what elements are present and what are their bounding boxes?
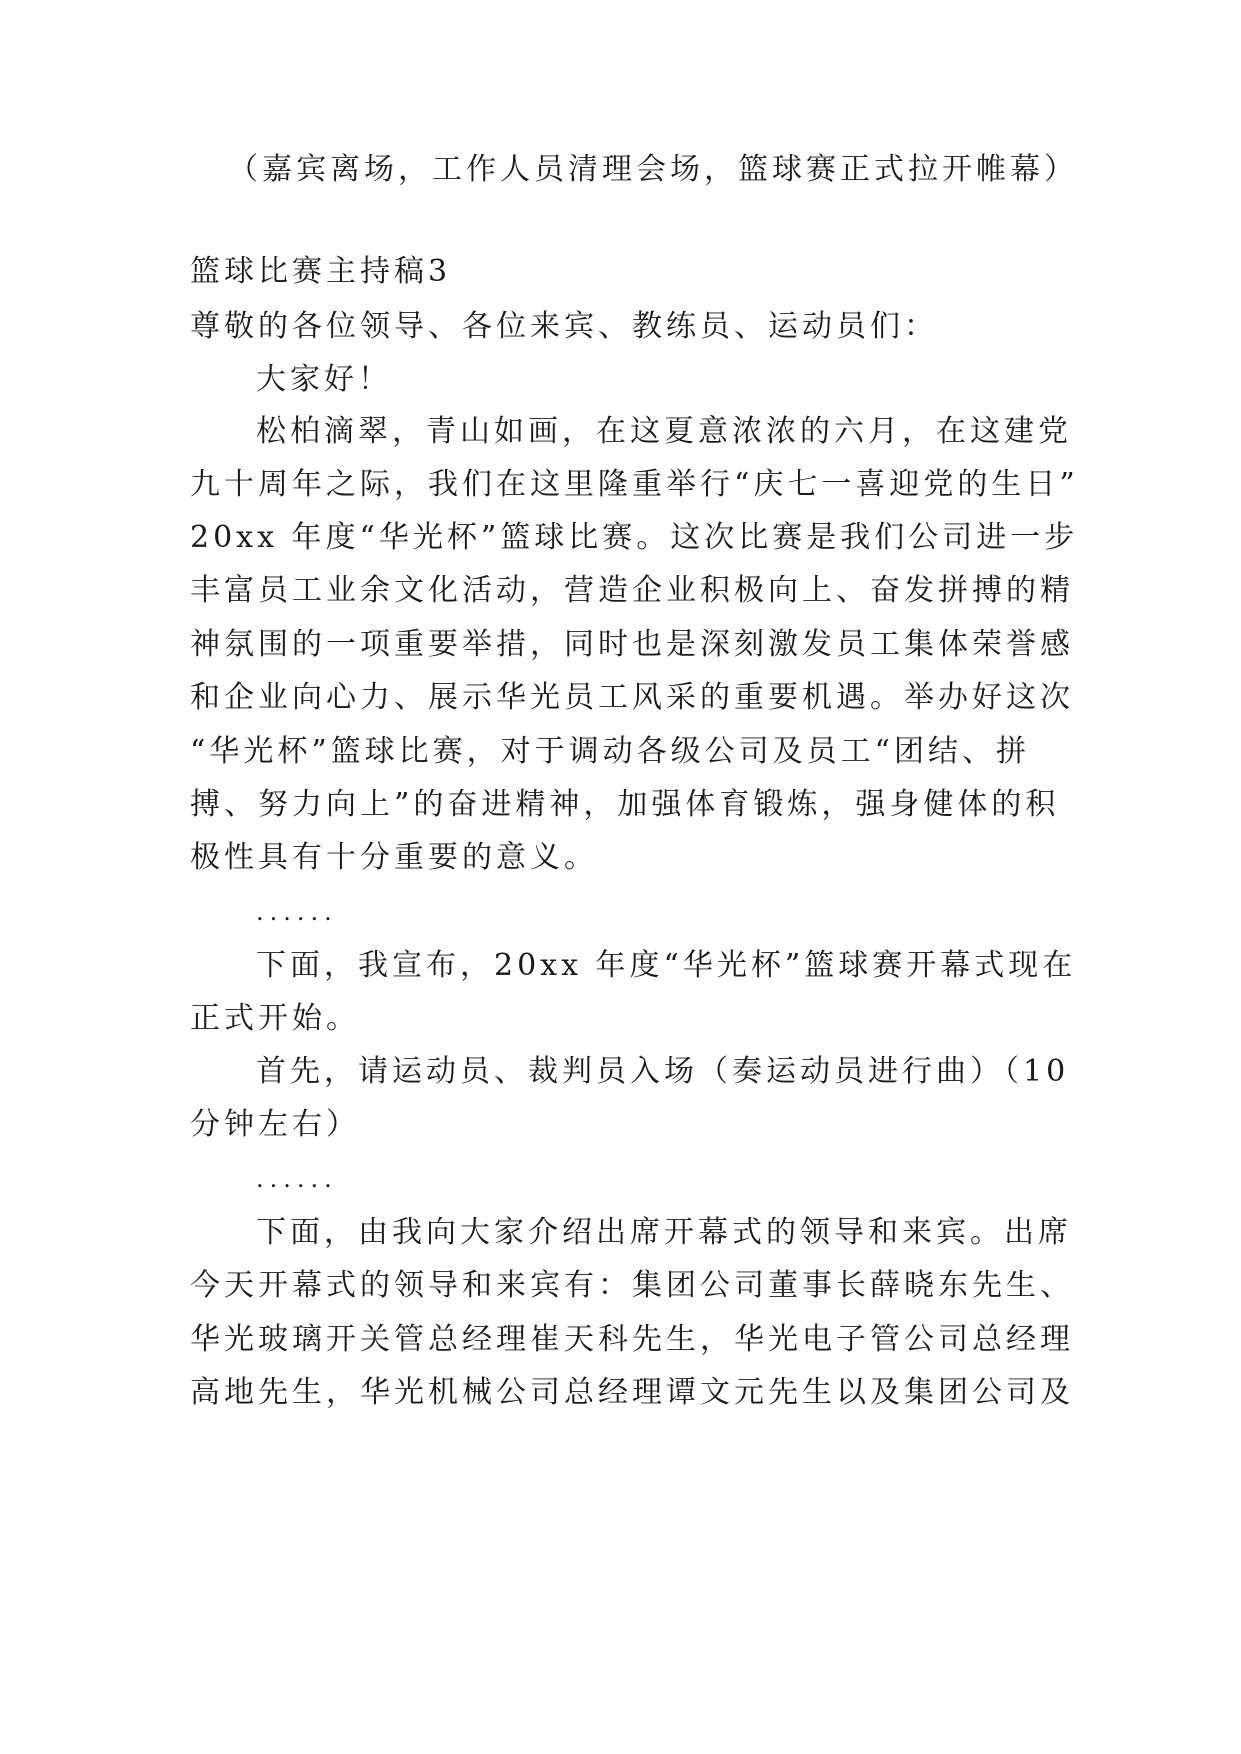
ellipsis: ...... [256, 898, 338, 926]
greeting: 大家好！ [256, 362, 392, 397]
paragraph-line: 下面，我宣布，20xx 年度“华光杯”篮球赛开幕式现在 [256, 948, 1077, 983]
paragraph-line: 首先，请运动员、裁判员入场（奏运动员进行曲）（10 [256, 1054, 1070, 1089]
salutation: 尊敬的各位领导、各位来宾、教练员、运动员们： [190, 309, 938, 344]
paragraph-line: 和企业向心力、展示华光员工风采的重要机遇。举办好这次 [190, 680, 1074, 715]
paragraph-line: 神氛围的一项重要举措，同时也是深刻激发员工集体荣誉感 [190, 627, 1074, 662]
paragraph-line: 下面，由我向大家介绍出席开幕式的领导和来宾。出席 [256, 1215, 1072, 1250]
paragraph-line: 九十周年之际，我们在这里隆重举行“庆七一喜迎党的生日” [190, 467, 1079, 502]
section-title: 篮球比赛主持稿3 [190, 254, 452, 289]
paragraph-line: 极性具有十分重要的意义。 [190, 840, 598, 875]
paragraph-line: 华光玻璃开关管总经理崔天科先生，华光电子管公司总经理 [190, 1322, 1074, 1357]
paragraph-line: 高地先生，华光机械公司总经理谭文元先生以及集团公司及 [190, 1375, 1074, 1410]
paragraph-line: 分钟左右） [190, 1107, 360, 1142]
paragraph-line: 今天开幕式的领导和来宾有：集团公司董事长薛晓东先生、 [190, 1268, 1074, 1303]
paragraph-line: 20xx 年度“华光杯”篮球比赛。这次比赛是我们公司进一步 [190, 520, 1079, 555]
paragraph-line: 丰富员工业余文化活动，营造企业积极向上、奋发拼搏的精 [190, 573, 1074, 608]
paragraph-line: 正式开始。 [190, 1001, 360, 1036]
paragraph-line: 松柏滴翠，青山如画，在这夏意浓浓的六月，在这建党 [256, 414, 1072, 449]
stage-note: （嘉宾离场，工作人员清理会场，篮球赛正式拉开帷幕） [228, 152, 1078, 187]
ellipsis: ...... [256, 1165, 338, 1193]
paragraph-line: “华光杯”篮球比赛，对于调动各级公司及员工“团结、拼 [190, 734, 1031, 769]
paragraph-line: 搏、努力向上”的奋进精神，加强体育锻炼，强身健体的积 [190, 787, 1060, 822]
